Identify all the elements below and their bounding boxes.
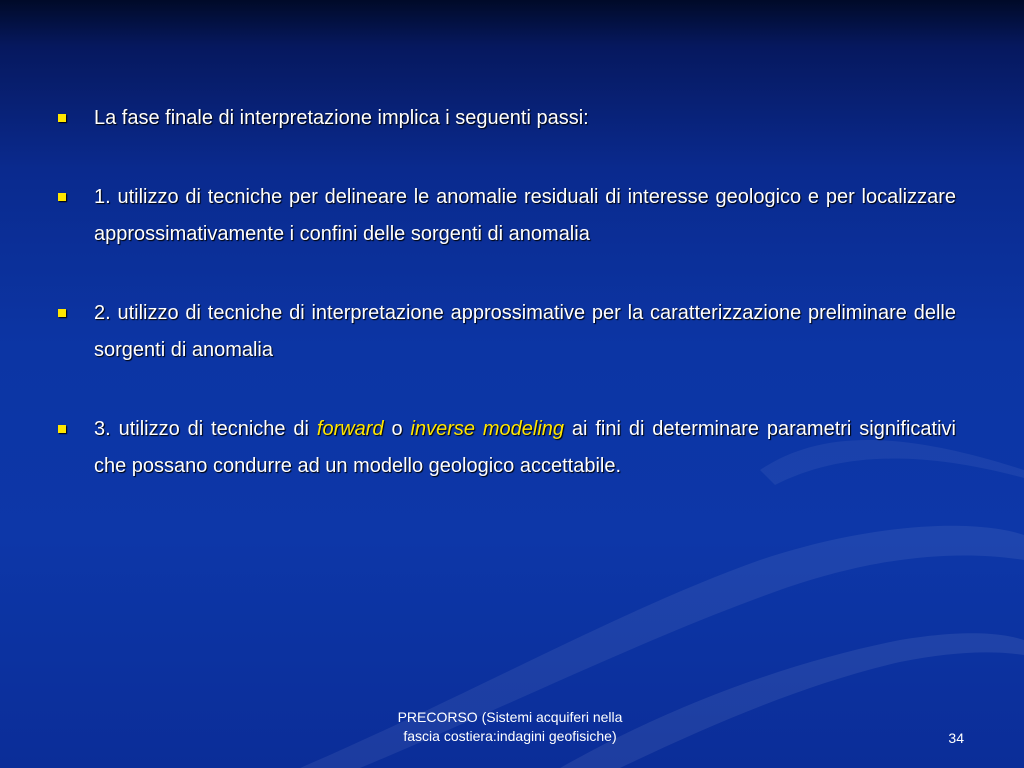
emphasis-forward: forward <box>316 418 384 440</box>
bullet-text: 1. utilizzo di tecniche per delineare le anomalie residuali di interesse geologico e per localizzare approssimativamente i confini delle sorgenti di anomalia <box>94 186 956 245</box>
bullet-text-part: o <box>383 418 411 440</box>
square-bullet-icon <box>58 425 66 433</box>
bullet-item-step-1 <box>54 179 956 253</box>
footer-title <box>340 708 680 746</box>
bullet-item-step-2 <box>54 295 956 369</box>
bullet-text <box>94 411 956 485</box>
bullet-text-part: ai fini di determinare parametri significativi che possano condurre ad un modello geologico accettabile. <box>94 418 956 477</box>
square-bullet-icon <box>58 114 66 122</box>
footer-line-2: fascia costiera:indagini geofisiche) <box>403 728 617 744</box>
slide-content <box>54 100 956 527</box>
bullet-text: 2. utilizzo di tecniche di interpretazione approssimative per la caratterizzazione preliminare delle sorgenti di anomalia <box>94 302 956 361</box>
bullet-item-step-3 <box>54 411 956 485</box>
emphasis-inverse-modeling: inverse modeling <box>410 418 565 440</box>
bullet-text: La fase finale di interpretazione implica i seguenti passi: <box>94 107 589 129</box>
bullet-item-intro <box>54 100 956 137</box>
square-bullet-icon <box>58 193 66 201</box>
square-bullet-icon <box>58 309 66 317</box>
bullet-text-part: 3. utilizzo di tecniche di <box>94 418 317 440</box>
page-number: 34 <box>948 730 964 746</box>
footer-line-1: PRECORSO (Sistemi acquiferi nella <box>397 709 623 725</box>
